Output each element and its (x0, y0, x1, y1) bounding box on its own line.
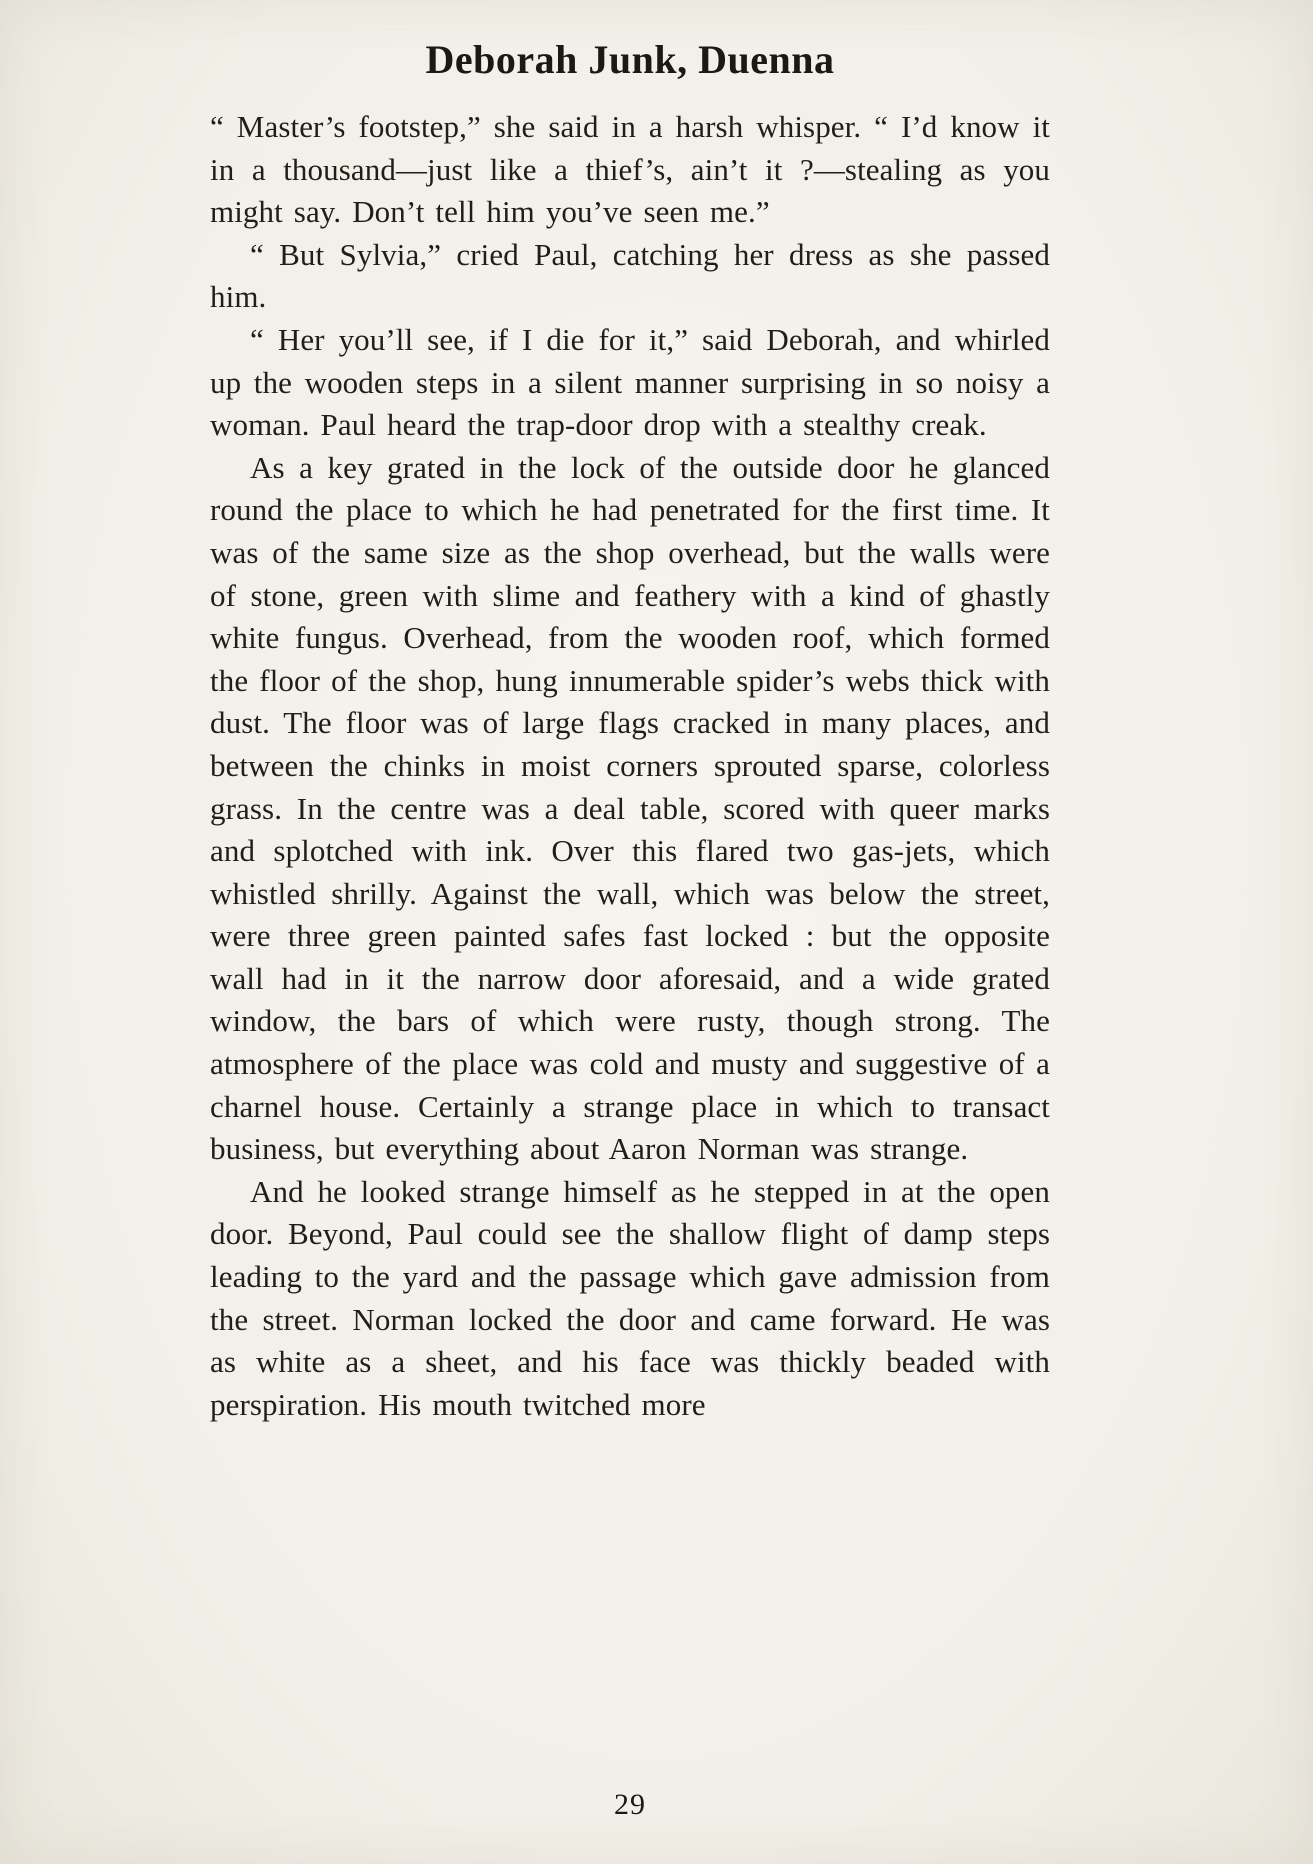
paragraph: “ But Sylvia,” cried Paul, catching her dress as she passed him. (210, 236, 1050, 315)
page-number: 29 (614, 1788, 646, 1821)
paragraph: “ Master’s footstep,” she said in a harsh whisper. “ I’d know it in a thousand—just like a thief’s, ain’t it ?—stealing as you might say. Don’t tell him you’ve seen me.” (210, 109, 1050, 230)
paragraph: As a key grated in the lock of the outside door he glanced round the place to which he had penetrated for the first time. It was of the same size as the shop overhead, but the walls were of stone, green with slime and feathery with a kind of ghastly white fungus. Overhead, from the wooden roof, which formed the floor of the shop, hung innumerable spider’s webs thick with dust. The floor was of large flags cracked in many places, and between the chinks in moist corners sprouted sparse, colorless grass. In the centre was a deal table, scored with queer marks and splotched with ink. Over this flared two gas-jets, which whistled shrilly. Against the wall, which was below the street, were three green painted safes fast locked : but the opposite wall had in it the narrow door aforesaid, and a wide grated window, the bars of which were rusty, though strong. The atmosphere of the place was cold and musty and suggestive of a charnel house. Certainly a strange place in which to transact business, but everything about Aaron Norman was strange. (210, 449, 1050, 1167)
paragraph: “ Her you’ll see, if I die for it,” said Deborah, and whirled up the wooden steps in a silent manner surprising in so noisy a woman. Paul heard the trap-door drop with a stealthy creak. (210, 321, 1050, 443)
page-body-text (210, 106, 1050, 1426)
paragraph: And he looked strange himself as he stepped in at the open door. Beyond, Paul could see the shallow flight of damp steps leading to the yard and the passage which gave admission from the street. Norman locked the door and came forward. He was as white as a sheet, and his face was thickly beaded with perspiration. His mouth twitched more (210, 1173, 1050, 1422)
page-header-title: Deborah Junk, Duenna (425, 37, 835, 82)
